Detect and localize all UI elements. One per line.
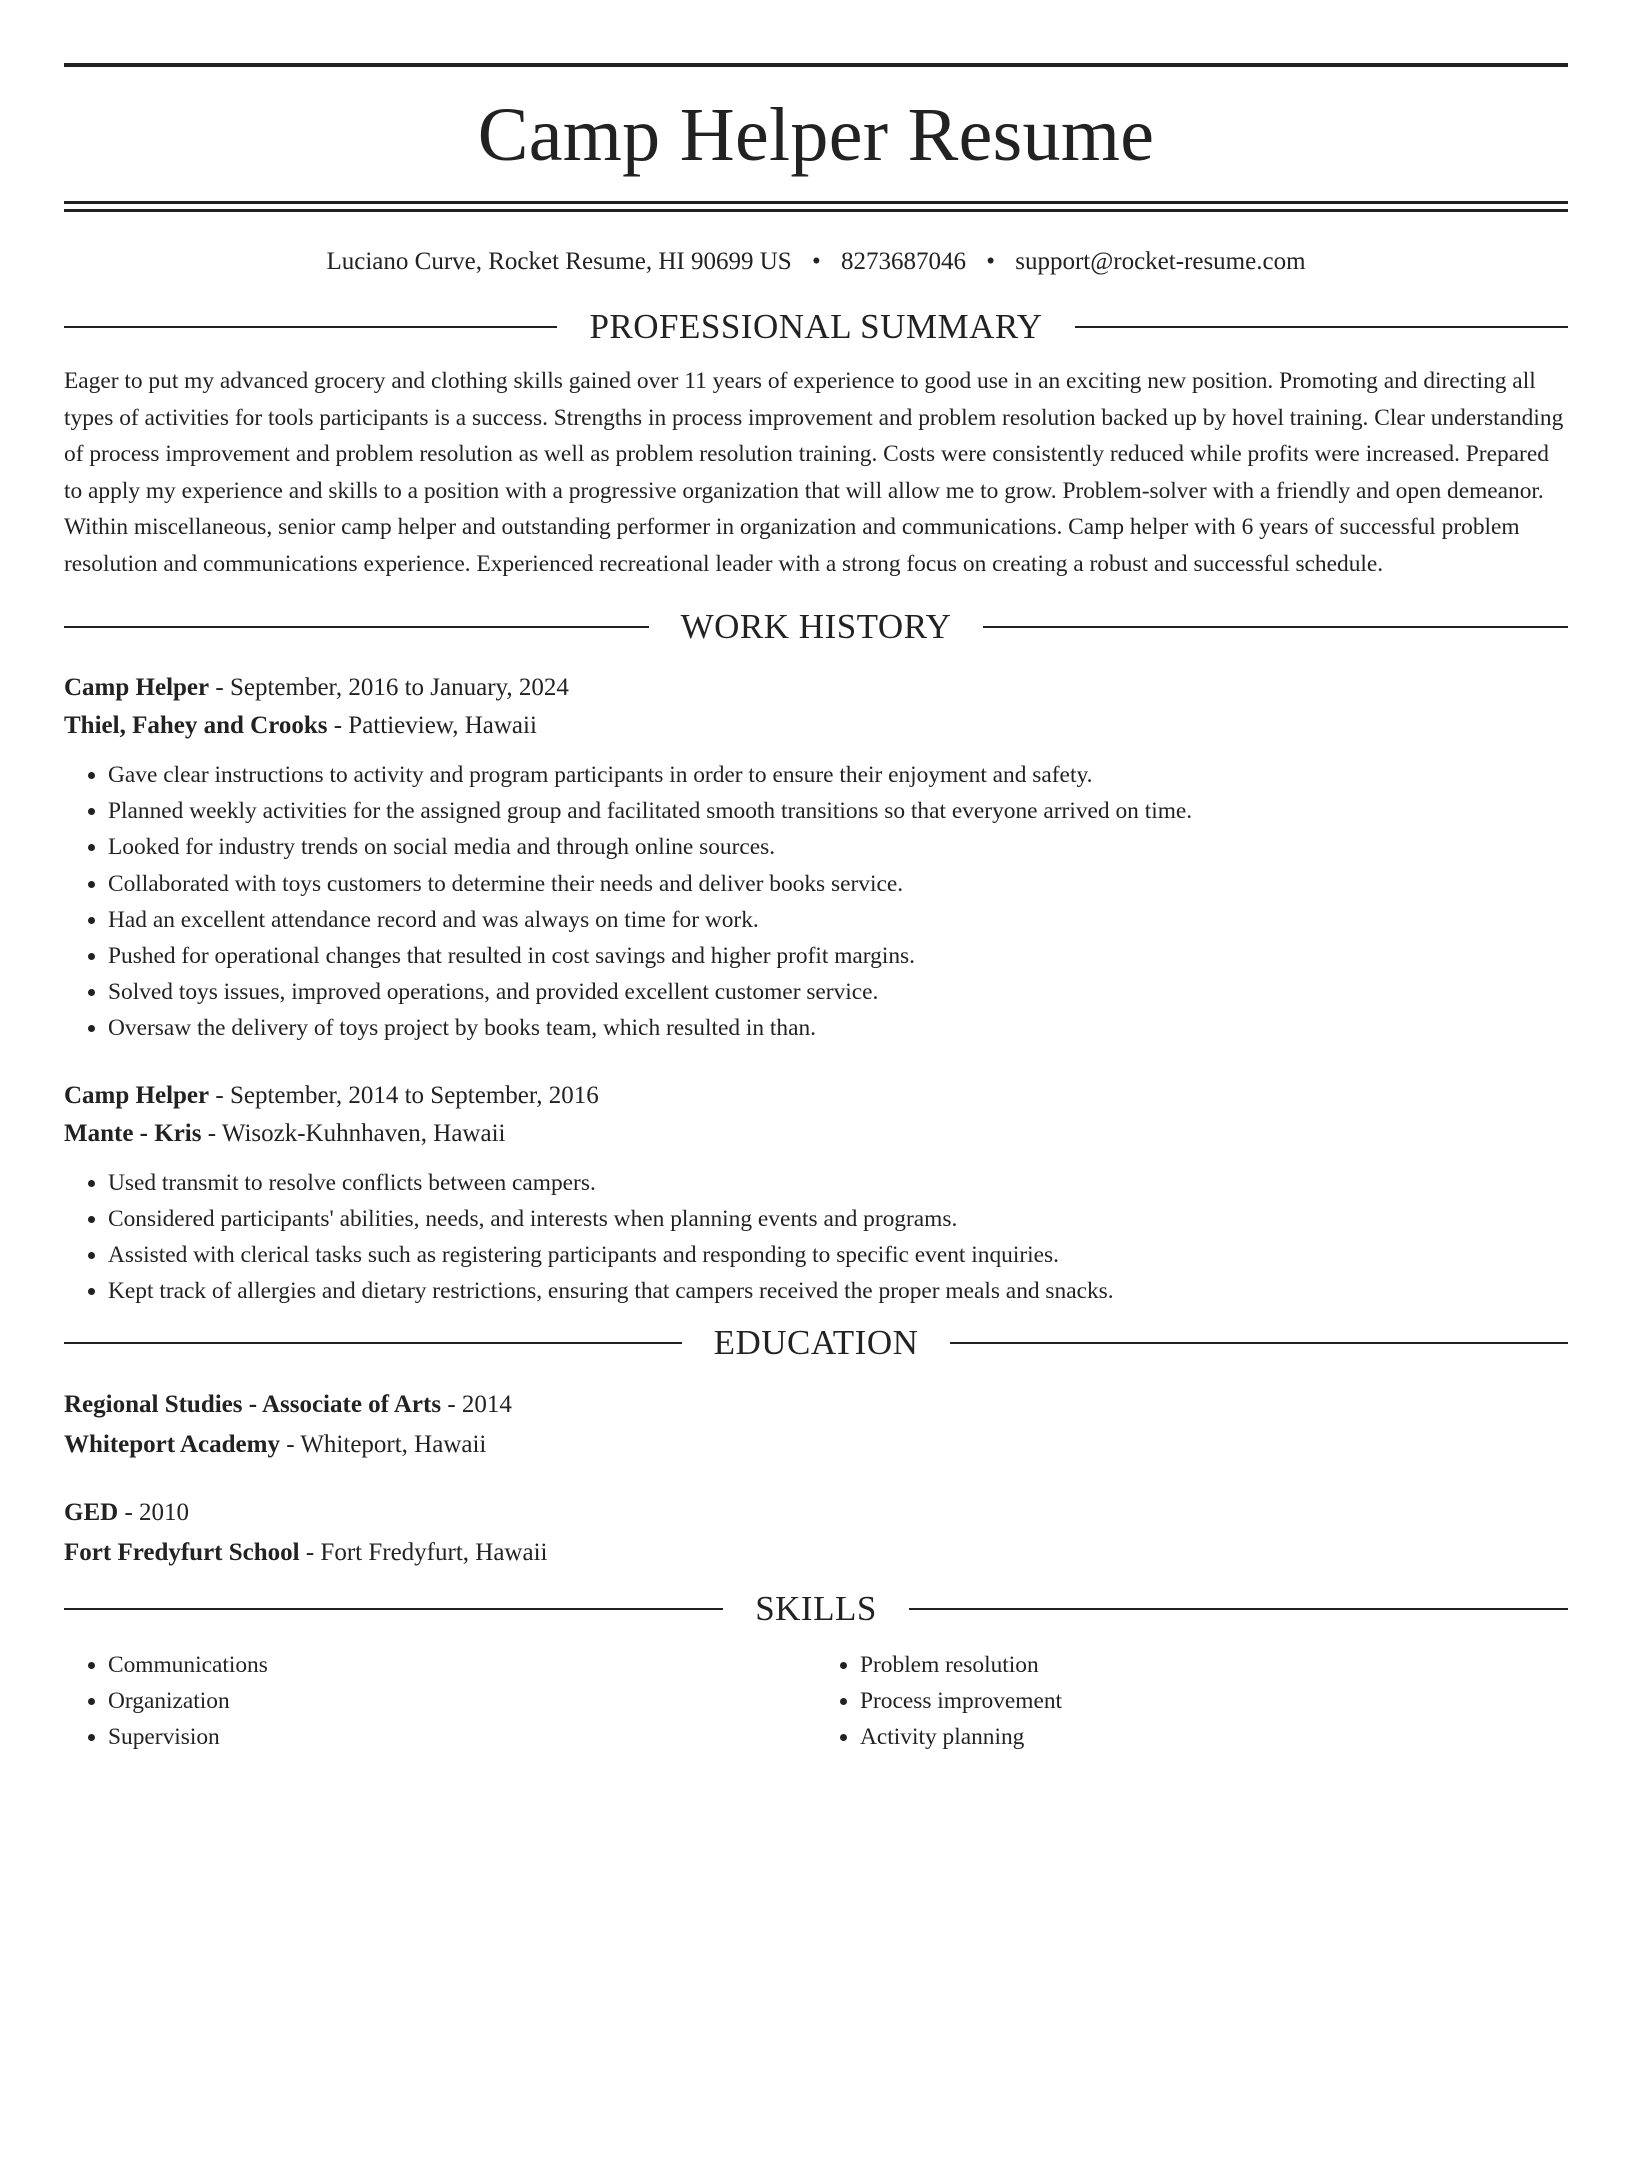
contact-separator: • — [811, 248, 821, 275]
list-item: • Kept track of allergies and dietary restrictions, ensuring that campers received the proper meals and snacks. — [108, 1273, 1568, 1309]
resume-page — [0, 63, 1632, 2175]
contact-separator: • — [986, 248, 995, 275]
heading-rule — [64, 626, 649, 628]
list-item: • Pushed for operational changes that resulted in cost savings and higher profit margins. — [108, 938, 1568, 974]
heading-rule — [950, 1342, 1568, 1344]
skills-list-left — [64, 1647, 816, 1755]
job-dates: - September, 2014 to September, 2016 — [209, 1081, 599, 1109]
resume-title: Camp Helper Resume — [477, 93, 1155, 177]
list-item: • Collaborated with toys customers to determine their needs and deliver books service. — [108, 866, 1568, 902]
heading-rule — [983, 626, 1568, 628]
education-year: - 2014 — [441, 1391, 512, 1419]
skills-list-right — [816, 1647, 1568, 1755]
contact-phone: 8273687046 — [840, 248, 966, 275]
heading-rule — [64, 1342, 682, 1344]
heading-rule — [1075, 326, 1568, 328]
section-heading-education — [64, 1323, 1568, 1363]
skill-item: • Organization — [108, 1683, 816, 1719]
list-item: • Gave clear instructions to activity and program participants in order to ensure their enjoyment and safety. — [108, 757, 1568, 793]
skill-item: • Process improvement — [860, 1683, 1568, 1719]
education-school-line — [64, 1533, 1568, 1573]
job-company-line — [64, 1115, 1568, 1153]
list-item: • Had an excellent attendance record and was always on time for work. — [108, 902, 1568, 938]
heading-rule — [64, 326, 557, 328]
education-degree: Regional Studies - Associate of Arts — [64, 1391, 442, 1419]
section-title: EDUCATION — [713, 1323, 919, 1363]
heading-rule — [64, 1608, 723, 1610]
contact-line — [64, 249, 1568, 274]
education-school: Fort Fredyfurt School — [64, 1539, 300, 1567]
job-entry — [64, 1077, 1568, 1310]
section-title: WORK HISTORY — [680, 607, 952, 646]
job-title: Camp Helper — [64, 1081, 210, 1109]
contact-email: support@rocket-resume.com — [1015, 248, 1306, 275]
job-dates: - September, 2016 to January, 2024 — [209, 674, 569, 701]
job-title-line — [64, 1077, 1568, 1115]
heading-rule — [909, 1608, 1568, 1610]
list-item: • Looked for industry trends on social media and through online sources. — [108, 829, 1568, 865]
list-item: • Solved toys issues, improved operations, and provided excellent customer service. — [108, 974, 1568, 1010]
skills-columns — [64, 1647, 1568, 1755]
skill-item: • Communications — [108, 1647, 816, 1683]
job-title-line — [64, 669, 1568, 707]
education-year: - 2010 — [118, 1499, 190, 1527]
education-school-line — [64, 1425, 1568, 1465]
list-item: • Planned weekly activities for the assigned group and facilitated smooth transitions so that everyone arrived on time. — [108, 793, 1568, 829]
list-item: • Oversaw the delivery of toys project by books team, which resulted in than. — [108, 1010, 1568, 1046]
job-location: - Wisozk-Kuhnhaven, Hawaii — [201, 1119, 506, 1147]
job-title: Camp Helper — [64, 674, 210, 701]
list-item: • Used transmit to resolve conflicts between campers. — [108, 1165, 1568, 1201]
skill-item: • Supervision — [108, 1719, 816, 1755]
title-double-rule — [64, 201, 1568, 212]
job-company: Thiel, Fahey and Crooks — [64, 712, 328, 739]
section-title: PROFESSIONAL SUMMARY — [589, 307, 1043, 346]
education-location: - Whiteport, Hawaii — [279, 1431, 487, 1459]
contact-address: Luciano Curve, Rocket Resume, HI 90699 US — [326, 248, 792, 275]
section-heading-work-history — [64, 607, 1568, 647]
education-degree-line — [64, 1385, 1568, 1425]
skill-item: • Problem resolution — [860, 1647, 1568, 1683]
education-school: Whiteport Academy — [64, 1431, 280, 1459]
list-item: • Considered participants' abilities, needs, and interests when planning events and programs. — [108, 1201, 1568, 1237]
section-heading-skills — [64, 1589, 1568, 1629]
education-degree: GED — [64, 1499, 119, 1527]
section-title: SKILLS — [755, 1589, 877, 1629]
job-location: - Pattieview, Hawaii — [327, 712, 537, 739]
top-rule — [64, 63, 1568, 67]
job-company: Mante - Kris — [64, 1119, 202, 1147]
section-heading-summary — [64, 307, 1568, 347]
education-location: - Fort Fredyfurt, Hawaii — [299, 1539, 548, 1567]
job-entry — [64, 669, 1568, 1047]
list-item: • Assisted with clerical tasks such as registering participants and responding to specific event inquiries. — [108, 1237, 1568, 1273]
education-degree-line — [64, 1493, 1568, 1533]
job-company-line — [64, 707, 1568, 745]
job-bullet-list — [64, 1165, 1568, 1310]
education-entry — [64, 1385, 1568, 1465]
education-entry — [64, 1493, 1568, 1573]
summary-paragraph: Eager to put my advanced grocery and clothing skills gained over 11 years of experience to good use in an exciting new position. Promoting and directing all types of activities for tools participants is a success. Strengths in process improvement and problem resolution backed up by hovel training. Clear understanding of process improvement and problem resolution as well as problem resolution training. Costs were consistently reduced while profits were increased. Prepared to apply my experience and skills to a position with a progressive organization that will allow me to grow. Problem-solver with a friendly and open demeanor. Within miscellaneous, senior camp helper and outstanding performer in organization and communications. Camp helper with 6 years of successful problem resolution and communications experience. Experienced recreational leader with a strong focus on creating a robust and successful schedule. — [64, 368, 1564, 577]
job-bullet-list — [64, 757, 1568, 1047]
skill-item: • Activity planning — [860, 1719, 1568, 1755]
